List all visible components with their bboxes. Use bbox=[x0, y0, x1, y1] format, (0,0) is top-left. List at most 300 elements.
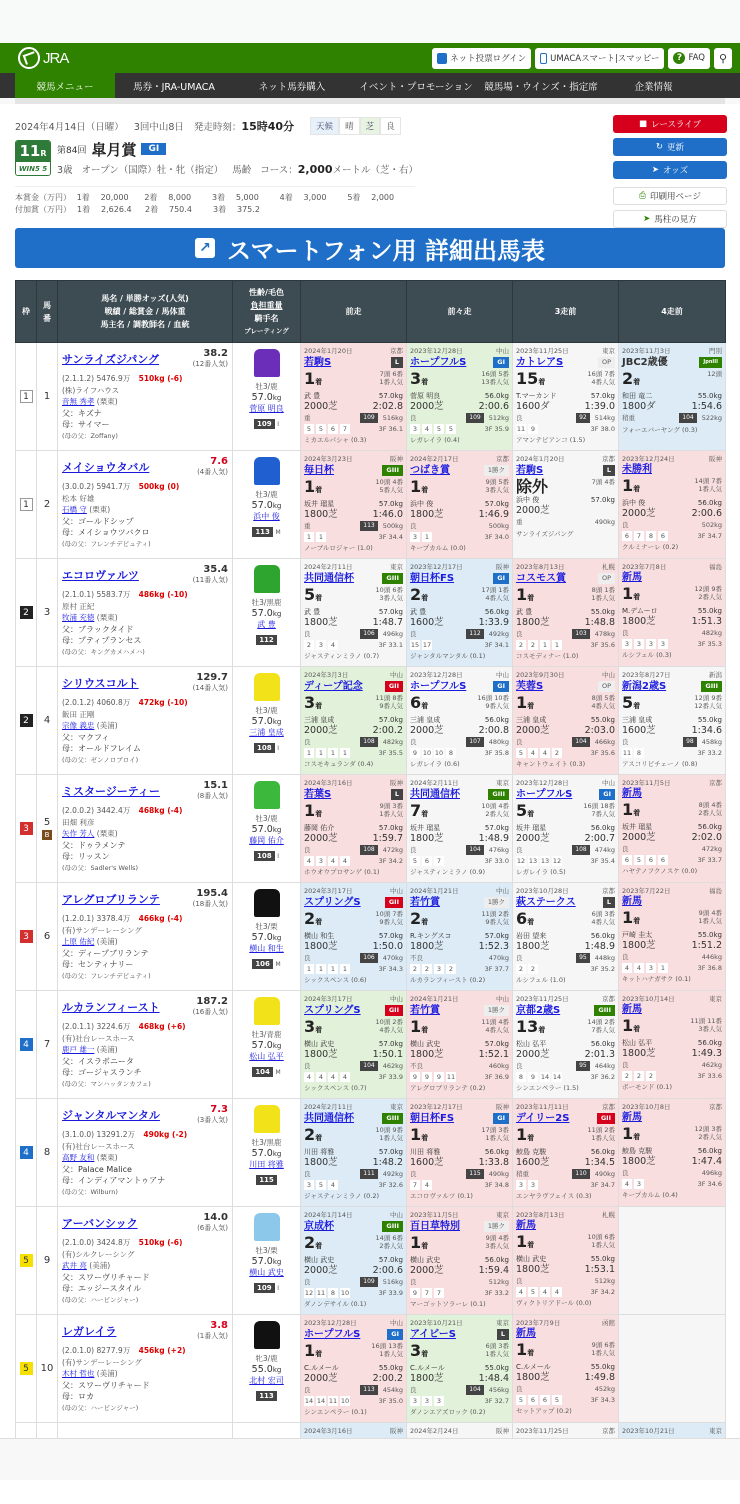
race-weight: 56.0kg bbox=[484, 1148, 509, 1156]
race-body-weight: 512kg bbox=[488, 414, 509, 422]
winner-margin: エンヤラヴフェイス (0.3) bbox=[516, 1192, 592, 1200]
track-condition: 良 bbox=[410, 1278, 417, 1286]
race-name-link[interactable]: 新馬 bbox=[516, 1328, 536, 1339]
race-date: 2023年11月5日 bbox=[622, 779, 671, 787]
track-condition: 良 bbox=[622, 953, 629, 961]
race-name-link[interactable]: コスモス賞 bbox=[516, 572, 566, 584]
race-record: (2.1.1.2) bbox=[62, 374, 95, 383]
grade-badge: GI bbox=[387, 1329, 403, 1340]
race-name-link[interactable]: ホープフルS bbox=[410, 356, 467, 368]
distance-surface: 1800芝 bbox=[304, 617, 338, 628]
trainer-link[interactable]: 音無 秀孝 bbox=[62, 397, 95, 406]
corner-position: 4 bbox=[340, 856, 350, 866]
race-name-link[interactable]: 若駒S bbox=[304, 356, 332, 368]
winner-margin: キャントウェイト (0.3) bbox=[516, 760, 586, 768]
race-name-link[interactable]: 新馬 bbox=[622, 572, 642, 583]
entry-table bbox=[15, 280, 726, 1444]
winner-margin: セットアップ (0.2) bbox=[516, 1407, 572, 1415]
past-race-cell: 2024年2月17日 京都 つばき賞 1勝ク 1着 9頭 5番 3番人気 浜中 俊 57.0kg 1800芝 1:46.9 良 500kg 3 1 3F 34.0 キープカルム (0.0) bbox=[407, 451, 513, 559]
umaban-cell bbox=[37, 451, 58, 559]
trainer-link[interactable]: 宗像 義忠 bbox=[62, 721, 95, 730]
jockey-link[interactable]: 三浦 皇成 bbox=[249, 728, 284, 737]
corner-position: 14 bbox=[540, 1073, 550, 1081]
horse-name-link[interactable]: メイショウタバル bbox=[62, 461, 150, 474]
field-gate: 12頭 9番 bbox=[694, 694, 722, 702]
race-name-link[interactable]: 芙蓉S bbox=[516, 680, 544, 692]
race-body-weight: 476kg bbox=[488, 846, 509, 854]
race-name-link[interactable]: アイビーS bbox=[410, 1328, 456, 1340]
corner-position: 11 bbox=[316, 1289, 326, 1297]
finish-position: 2 bbox=[410, 585, 422, 604]
race-name-link[interactable]: つばき賞 bbox=[410, 464, 450, 476]
race-popularity: 1番人気 bbox=[591, 594, 615, 602]
race-name-link[interactable]: 未勝利 bbox=[622, 464, 652, 475]
finish-position: 2 bbox=[410, 909, 422, 928]
win-odds: 3.8 bbox=[210, 1320, 228, 1331]
corner-position: 7 bbox=[634, 531, 644, 541]
trainer-link[interactable]: 武井 亮 bbox=[62, 1261, 87, 1270]
race-date: 2024年3月17日 bbox=[304, 995, 353, 1003]
past-race-cell: 2024年2月11日 東京 共同通信杯 GIII 2着 10頭 9番 1番人気 川田 将雅 57.0kg 1800芝 1:48.2 良 111 492kg 3 5 4 3F 32.6 ジャスティンミラノ (0.2) bbox=[301, 1099, 407, 1207]
race-rating: 108 bbox=[360, 737, 377, 747]
last-3f: 3F 33.7 bbox=[697, 856, 722, 864]
nav-item-racecourse[interactable]: 競馬場・ウインズ・指定席 bbox=[484, 81, 598, 93]
jra-logo[interactable]: JRA bbox=[18, 47, 68, 69]
finish-position: 15 bbox=[516, 369, 539, 388]
trainer-link[interactable]: 高野 友和 bbox=[62, 1153, 95, 1162]
horse-number: 1 bbox=[43, 391, 51, 402]
track-condition: 重 bbox=[516, 518, 523, 526]
corner-position: 5 bbox=[516, 748, 526, 758]
dam: 母：オールドフレイム bbox=[62, 744, 141, 753]
header-prev2: 前々走 bbox=[407, 281, 513, 343]
race-name-link[interactable]: 若竹賞 bbox=[410, 1004, 440, 1016]
winner-margin: キットハナガサク (0.1) bbox=[622, 975, 691, 983]
race-name-link[interactable]: スプリングS bbox=[304, 896, 361, 908]
past-race-cell: 2023年10月21日 東京 アイビーS L 3着 6頭 3番 1番人気 C.ルメール 55.0kg 1800芝 1:48.4 良 104 456kg 3 3 3 3F 32.7 ダノンエアズロック (0.2) bbox=[407, 1315, 513, 1423]
race-rating: 113 bbox=[360, 1385, 377, 1395]
race-name-link[interactable]: 京都2歳S bbox=[516, 1004, 561, 1016]
winner-margin: ダノンエアズロック (0.2) bbox=[410, 1408, 486, 1416]
race-weight: 57.0kg bbox=[484, 500, 509, 508]
nav-item-keiba-menu[interactable]: 競馬メニュー bbox=[15, 73, 115, 98]
horse-name-link[interactable]: シリウスコルト bbox=[62, 677, 139, 690]
jockey-cell: 牡3/青鹿 57.0kg 松山 弘平 104 M bbox=[233, 991, 301, 1099]
trainer-link[interactable]: 矢作 芳人 bbox=[62, 829, 95, 838]
field-gate: 9頭 4番 bbox=[698, 909, 722, 917]
past-race-cell: 2024年3月17日 中山 スプリングS GII 3着 10頭 2番 4番人気 横山 武史 57.0kg 1800芝 1:50.1 良 104 462kg 4 4 4 4 3F 33.9 シックスペンス (0.7) bbox=[301, 991, 407, 1099]
race-weight: 56.0kg bbox=[697, 1039, 722, 1047]
odds bbox=[197, 457, 228, 477]
corner-position: 3 bbox=[410, 424, 420, 434]
race-date: 2023年12月28日 bbox=[410, 347, 463, 355]
horse-row bbox=[16, 667, 726, 775]
race-name-link[interactable]: 毎日杯 bbox=[304, 464, 334, 476]
race-time: 2:00.2 bbox=[372, 725, 403, 736]
finish-position: 1 bbox=[516, 585, 528, 604]
jockey-link[interactable]: 川田 将雅 bbox=[249, 1160, 284, 1169]
grade-badge: GII bbox=[385, 897, 403, 908]
body-weight: 500kg (0) bbox=[138, 482, 180, 491]
race-time: 1:51.2 bbox=[691, 940, 722, 951]
trainer-link[interactable]: 石橋 守 bbox=[62, 505, 87, 514]
umaban-cell bbox=[37, 775, 58, 883]
field-gate: 9頭 6番 bbox=[591, 1341, 615, 1349]
race-time: 1:47.4 bbox=[691, 1156, 722, 1167]
race-name-link[interactable]: デイリー2S bbox=[516, 1112, 570, 1124]
jockey-link[interactable]: 浜中 俊 bbox=[253, 512, 280, 521]
race-popularity: 9番人気 bbox=[379, 702, 403, 710]
track-condition: 良 bbox=[410, 630, 417, 638]
sex-age-color: 牡3/鹿 bbox=[255, 814, 278, 823]
race-body-weight: 462kg bbox=[701, 1061, 722, 1069]
past-race-cell: 2023年10月8日 京都 新馬 1着 12頭 3番 2番人気 鮫島 克駿 56.0kg 1800芝 1:47.4 良 496kg 4 3 3F 34.6 キープカルム (0.4) bbox=[619, 1099, 726, 1207]
trainer-link[interactable]: 牧浦 充徳 bbox=[62, 613, 95, 622]
total-prize: 5476.9万 bbox=[96, 374, 131, 383]
race-name-link[interactable]: 若竹賞 bbox=[410, 896, 440, 908]
corner-position: 5 bbox=[434, 424, 444, 434]
field-gate: 14頭 2番 bbox=[587, 1018, 615, 1026]
dam: 母：リッスン bbox=[62, 852, 110, 861]
nav-item-company[interactable]: 企業情報 bbox=[634, 81, 673, 93]
race-weight: 55.0kg bbox=[378, 1364, 403, 1372]
winner-margin: ジャスティンミラノ (0.9) bbox=[410, 868, 486, 876]
race-name-link[interactable]: 萩ステークス bbox=[516, 896, 576, 908]
nav-item-baken[interactable]: 馬券・JRA-UMACA bbox=[133, 81, 215, 93]
waku-cell bbox=[16, 667, 37, 775]
last-3f: 3F 33.1 bbox=[378, 641, 403, 649]
print-page-button[interactable]: ⎙ 印刷用ページ bbox=[613, 187, 727, 205]
track-condition: 良 bbox=[410, 414, 417, 422]
race-venue: 中山 bbox=[496, 347, 509, 355]
race-date: 2023年12月28日 bbox=[410, 671, 463, 679]
past-race-cell: 2024年1月21日 中山 若竹賞 1勝ク 1着 11頭 4番 4番人気 横山 武史 57.0kg 1800芝 1:52.1 不良 460kg 9 9 9 11 3F 36.9 アレグロブリランテ (0.2) bbox=[407, 991, 513, 1099]
corner-position: 2 bbox=[646, 1071, 656, 1081]
corner-position: 10 bbox=[434, 749, 444, 757]
winner-margin: ノーブルロジャー (1.0) bbox=[304, 544, 373, 552]
race-time: 2:00.7 bbox=[584, 833, 615, 844]
race-date: 2023年8月13日 bbox=[516, 563, 565, 571]
carried-weight: 57.0 bbox=[251, 1148, 273, 1159]
race-weight: 55.0kg bbox=[697, 931, 722, 939]
track-condition: 良 bbox=[622, 1061, 629, 1069]
field-gate: 16頭 18番 bbox=[583, 802, 615, 810]
nav-item-events[interactable]: イベント・プロモーション bbox=[359, 81, 473, 93]
past-race-cell: 2023年11月11日 京都 デイリー2S GII 1着 11頭 2番 1番人気 鮫島 克駿 56.0kg 1600芝 1:34.5 稍重 110 490kg 3 3 3F 34.7 エンヤラヴフェイス (0.3) bbox=[513, 1099, 619, 1207]
horse-name-link[interactable]: ジャンタルマンタル bbox=[62, 1109, 160, 1122]
corner-position: 6 bbox=[328, 424, 338, 434]
site-header bbox=[0, 43, 740, 73]
jockey-link[interactable]: 横山 武史 bbox=[249, 1268, 284, 1277]
dam: 母：メイショウツバクロ bbox=[62, 528, 150, 537]
horse-name-link[interactable]: アレグロブリランテ bbox=[62, 893, 160, 906]
race-date: 2023年7月8日 bbox=[622, 563, 667, 571]
race-date: 2024年2月11日 bbox=[304, 1103, 353, 1111]
field-gate: 10頭 9番 bbox=[375, 1126, 403, 1134]
race-popularity: 3番人気 bbox=[698, 1025, 722, 1033]
race-name-link[interactable]: スプリングS bbox=[304, 1004, 361, 1016]
horse-name-link[interactable]: ルカランフィースト bbox=[62, 1001, 160, 1014]
horse-name-link[interactable]: サンライズジパング bbox=[62, 353, 160, 366]
past-race-cell: 2023年11月3日 門別 JBC2歳優 JpnIII 2着 12頭 和田 竜二 55.0kg 1800ダ 1:54.6 稍重 104 522kg フォーエバーヤング (0.3) bbox=[619, 343, 726, 451]
race-name-link[interactable]: 百日草特別 bbox=[410, 1220, 460, 1232]
carried-weight: 57.0 bbox=[251, 500, 273, 511]
winner-margin: フォーエバーヤング (0.3) bbox=[622, 426, 698, 434]
race-time: 1:34.6 bbox=[691, 725, 722, 736]
field-gate: 12頭 3番 bbox=[694, 1125, 722, 1133]
distance-surface: 2000芝 bbox=[516, 505, 550, 516]
corner-position: 6 bbox=[540, 1395, 550, 1405]
corner-position: 11 bbox=[446, 1073, 456, 1081]
corner-position: 2 bbox=[304, 640, 314, 650]
horse-number: 3 bbox=[43, 607, 51, 618]
race-name-link[interactable]: ホープフルS bbox=[410, 680, 467, 692]
corner-position: 14 bbox=[316, 1397, 326, 1405]
race-venue: 東京 bbox=[709, 995, 722, 1003]
race-jockey: 浜中 俊 bbox=[516, 496, 540, 504]
corner-position: 1 bbox=[304, 748, 314, 758]
race-name-link[interactable]: ディープ記念 bbox=[304, 680, 363, 692]
race-popularity: 4番人気 bbox=[591, 702, 615, 710]
jockey-link[interactable]: 武 豊 bbox=[257, 620, 276, 629]
race-jockey: 浜中 俊 bbox=[622, 499, 646, 507]
jockey-link[interactable]: 藤岡 佑介 bbox=[249, 836, 284, 845]
horse-number: 2 bbox=[43, 499, 51, 510]
waku-badge: 2 bbox=[20, 606, 33, 619]
corner-position: 3 bbox=[528, 1180, 538, 1190]
jockey-link[interactable]: 北村 宏司 bbox=[249, 1376, 284, 1385]
horse-name-link[interactable]: ミスタージーティー bbox=[62, 785, 160, 798]
corner-position: 10 bbox=[340, 1397, 350, 1405]
owner-name: 原村 正紀 bbox=[62, 601, 95, 611]
field-gate: 10頭 4番 bbox=[481, 802, 509, 810]
race-record: (3.0.0.2) bbox=[62, 482, 95, 491]
field-gate: 11頭 4番 bbox=[481, 1018, 509, 1026]
jockey-link[interactable]: 菅原 明良 bbox=[249, 404, 284, 413]
header-prev4: 4走前 bbox=[619, 281, 726, 343]
track-condition: 重 bbox=[304, 414, 311, 422]
race-date: 2023年11月25日 bbox=[516, 347, 569, 355]
race-weight: 57.0kg bbox=[484, 932, 509, 940]
grade-badge: GII bbox=[597, 1113, 615, 1124]
race-jockey: C.ルメール bbox=[410, 1364, 445, 1372]
grade-badge: GIII bbox=[382, 465, 403, 476]
odds bbox=[193, 889, 228, 909]
grade-badge: JpnIII bbox=[699, 357, 722, 368]
horse-number: 4 bbox=[43, 715, 51, 726]
race-date: 2024年3月23日 bbox=[304, 455, 353, 463]
corner-position: 7 bbox=[434, 856, 444, 866]
past-race-cell: 2023年8月13日 札幌 新馬 1着 10頭 6番 1番人気 横山 武史 55.0kg 1800芝 1:53.1 良 512kg 4 5 4 4 3F 34.2 ヴィクトリアドール (0.0) bbox=[513, 1207, 619, 1315]
corner-position: 4 bbox=[540, 1287, 550, 1297]
finish-position: 5 bbox=[304, 585, 316, 604]
race-venue: 新潟 bbox=[709, 671, 722, 679]
race-record: (2.1.0.0) bbox=[62, 1238, 95, 1247]
race-name-link[interactable]: 若葉S bbox=[304, 788, 332, 800]
refresh-button[interactable]: ↻ 更新 bbox=[613, 138, 727, 156]
race-date: 2024年3月3日 bbox=[304, 671, 349, 679]
corner-position: 7 bbox=[340, 424, 350, 434]
race-date: 2023年11月11日 bbox=[516, 1103, 569, 1111]
stable: (美浦) bbox=[96, 1045, 118, 1054]
corner-position: 13 bbox=[540, 857, 550, 865]
corner-position: 5 bbox=[410, 856, 420, 866]
horse-info-cell bbox=[58, 343, 233, 451]
finish-position: 6 bbox=[516, 909, 528, 928]
race-venue: 中山 bbox=[602, 671, 615, 679]
race-record: (3.1.0.0) bbox=[62, 1130, 95, 1139]
race-rating: 109 bbox=[360, 413, 377, 423]
net-vote-login-button[interactable]: ネット投票ログイン bbox=[432, 48, 531, 69]
grade-badge: GIII bbox=[382, 573, 403, 584]
sex-age-color: 牡3/黒鹿 bbox=[251, 1138, 282, 1147]
race-rating: 107 bbox=[466, 737, 483, 747]
race-weight: 57.0kg bbox=[378, 500, 403, 508]
umaca-button[interactable]: UMACAスマート|スマッピー bbox=[535, 48, 664, 69]
waku-cell bbox=[16, 883, 37, 991]
win-odds: 7.6 bbox=[210, 456, 228, 467]
main-content bbox=[0, 104, 740, 1504]
corner-position: 2 bbox=[552, 748, 562, 758]
nav-item-net-purchase[interactable]: ネット馬券購入 bbox=[258, 81, 326, 93]
body-weight: 456kg (+2) bbox=[138, 1346, 186, 1355]
finish-position: 2 bbox=[622, 369, 634, 388]
race-name-link[interactable]: 共同通信杯 bbox=[304, 572, 354, 584]
distance-surface: 2000芝 bbox=[304, 401, 338, 412]
race-jockey: 武 豊 bbox=[410, 608, 427, 616]
trainer-link[interactable]: 上原 佑紀 bbox=[62, 937, 95, 946]
race-jockey: 三浦 皇成 bbox=[304, 716, 335, 724]
race-rating: 108 bbox=[360, 845, 377, 855]
race-live-button[interactable]: ■ レースライブ bbox=[613, 115, 727, 133]
race-name-link[interactable]: 新馬 bbox=[516, 1220, 536, 1231]
corner-position: 6 bbox=[622, 531, 632, 541]
corner-position: 5 bbox=[304, 424, 314, 434]
horse-name-link[interactable]: レガレイラ bbox=[62, 1325, 117, 1338]
race-venue: 門別 bbox=[709, 347, 722, 355]
corner-position: 6 bbox=[622, 855, 632, 865]
carried-weight: 57.0 bbox=[251, 716, 273, 727]
race-name-link[interactable]: 新馬 bbox=[622, 1112, 642, 1123]
race-name-link[interactable]: 京成杯 bbox=[304, 1220, 334, 1232]
horse-name-link[interactable]: アーバンシック bbox=[62, 1217, 138, 1230]
race-name-link[interactable]: 新馬 bbox=[622, 1004, 642, 1015]
race-time: 2:00.6 bbox=[691, 508, 722, 519]
jockey-link[interactable]: 松山 弘平 bbox=[249, 1052, 284, 1061]
field-gate: 12頭 9番 bbox=[694, 585, 722, 593]
jockey-cell: 牡3/鹿 57.0kg 藤岡 佑介 108 I bbox=[233, 775, 301, 883]
horse-info-cell bbox=[58, 667, 233, 775]
last-3f: 3F 36.9 bbox=[484, 1073, 509, 1081]
rating-badge: 109 bbox=[254, 419, 275, 429]
corner-position: 4 bbox=[316, 1072, 326, 1082]
search-button[interactable] bbox=[714, 48, 732, 69]
race-name-link[interactable]: 共同通信杯 bbox=[410, 788, 460, 800]
header-waku: 枠 bbox=[16, 281, 37, 343]
race-time: 1:46.9 bbox=[478, 509, 509, 520]
race-name-link[interactable]: 朝日杯FS bbox=[410, 572, 455, 584]
grade-badge: L bbox=[603, 465, 615, 476]
trainer-link[interactable]: 木村 哲也 bbox=[62, 1369, 95, 1378]
race-name-link[interactable]: 新馬 bbox=[622, 788, 642, 799]
race-name-link[interactable]: カトレアS bbox=[516, 356, 564, 368]
faq-button[interactable]: ? FAQ bbox=[668, 48, 709, 69]
race-rating: 92 bbox=[576, 413, 590, 423]
race-name-link[interactable]: 新馬 bbox=[622, 896, 642, 907]
distance-surface: 1600芝 bbox=[410, 1157, 444, 1168]
race-jockey: 岩田 望来 bbox=[516, 932, 547, 940]
grade-badge: 1勝ク bbox=[484, 465, 509, 476]
race-popularity: 1番人気 bbox=[485, 1134, 509, 1142]
waku-cell bbox=[16, 451, 37, 559]
trainer-link[interactable]: 鹿戸 雄一 bbox=[62, 1045, 95, 1054]
broodmare-sire: (母の父：ハービンジャー) bbox=[62, 1403, 139, 1412]
smartphone-detail-banner[interactable]: ↗ スマートフォン用 詳細出馬表 bbox=[15, 228, 725, 268]
corner-position: 4 bbox=[622, 1179, 632, 1189]
total-prize: 3378.4万 bbox=[96, 914, 131, 923]
race-body-weight: 480kg bbox=[488, 738, 509, 746]
horse-info-cell bbox=[58, 1099, 233, 1207]
race-rating: 108 bbox=[572, 845, 589, 855]
odds-button[interactable]: ➤ オッズ bbox=[613, 161, 727, 179]
corner-position: 5 bbox=[552, 1395, 562, 1405]
race-name-link[interactable]: 共同通信杯 bbox=[304, 1112, 354, 1124]
race-rating: 103 bbox=[572, 629, 589, 639]
how-to-read-button[interactable]: ➤ 馬柱の見方 bbox=[613, 210, 727, 228]
finish-position: 1 bbox=[622, 584, 634, 603]
race-popularity: 4番人気 bbox=[485, 1026, 509, 1034]
horse-info-cell bbox=[58, 775, 233, 883]
race-date: 2024年2月11日 bbox=[410, 779, 459, 787]
field-gate: 16頭 7番 bbox=[587, 370, 615, 378]
race-time: 1:48.9 bbox=[584, 941, 615, 952]
jockey-link[interactable]: 横山 和生 bbox=[249, 944, 284, 953]
race-venue: 東京 bbox=[496, 1211, 509, 1219]
track-condition: 良 bbox=[622, 521, 629, 529]
race-name-link[interactable]: 若駒S bbox=[516, 464, 544, 476]
horse-name-link[interactable]: エコロヴァルツ bbox=[62, 569, 139, 582]
race-jockey: C.ルメール bbox=[516, 1363, 551, 1371]
race-name-link[interactable]: ホープフルS bbox=[516, 788, 573, 800]
jockey-cell: 牡3/黒鹿 57.0kg 武 豊 112 bbox=[233, 559, 301, 667]
corner-position: 6 bbox=[658, 855, 668, 865]
race-name-link[interactable]: 新潟2歳S bbox=[622, 680, 667, 692]
distance-surface: 1800芝 bbox=[410, 833, 444, 844]
track-condition: 重 bbox=[304, 522, 311, 530]
corner-position: 3 bbox=[304, 1180, 314, 1190]
track-condition: 良 bbox=[304, 954, 311, 962]
finish-position: 13 bbox=[516, 1017, 539, 1036]
waku-badge: 5 bbox=[20, 1254, 33, 1267]
rating-badge: 115 bbox=[256, 1175, 277, 1185]
race-popularity: 1番人気 bbox=[379, 810, 403, 818]
race-body-weight: 512kg bbox=[488, 1278, 509, 1286]
race-name-link[interactable]: ホープフルS bbox=[304, 1328, 361, 1340]
race-name-link[interactable]: 朝日杯FS bbox=[410, 1112, 455, 1124]
finish-position: 1 bbox=[516, 1232, 528, 1251]
total-prize: 13291.2万 bbox=[96, 1130, 135, 1139]
race-time: 2:00.2 bbox=[372, 1373, 403, 1384]
past-race-cell: 2024年2月11日 東京 共同通信杯 GIII 7着 10頭 4番 2番人気 坂井 瑠星 57.0kg 1800芝 1:48.9 良 104 476kg 5 6 7 3F 33.0 ジャスティンミラノ (0.9) bbox=[407, 775, 513, 883]
jra-logo-icon bbox=[18, 47, 40, 69]
corner-position: 3 bbox=[422, 1396, 432, 1406]
track-condition: 良 bbox=[410, 1170, 417, 1178]
last-3f: 3F 36.1 bbox=[378, 425, 403, 433]
corner-position: 3 bbox=[410, 1396, 420, 1406]
side-buttons bbox=[613, 115, 727, 228]
field-gate: 8頭 4番 bbox=[698, 801, 722, 809]
last-3f: 3F 38.0 bbox=[590, 425, 615, 433]
